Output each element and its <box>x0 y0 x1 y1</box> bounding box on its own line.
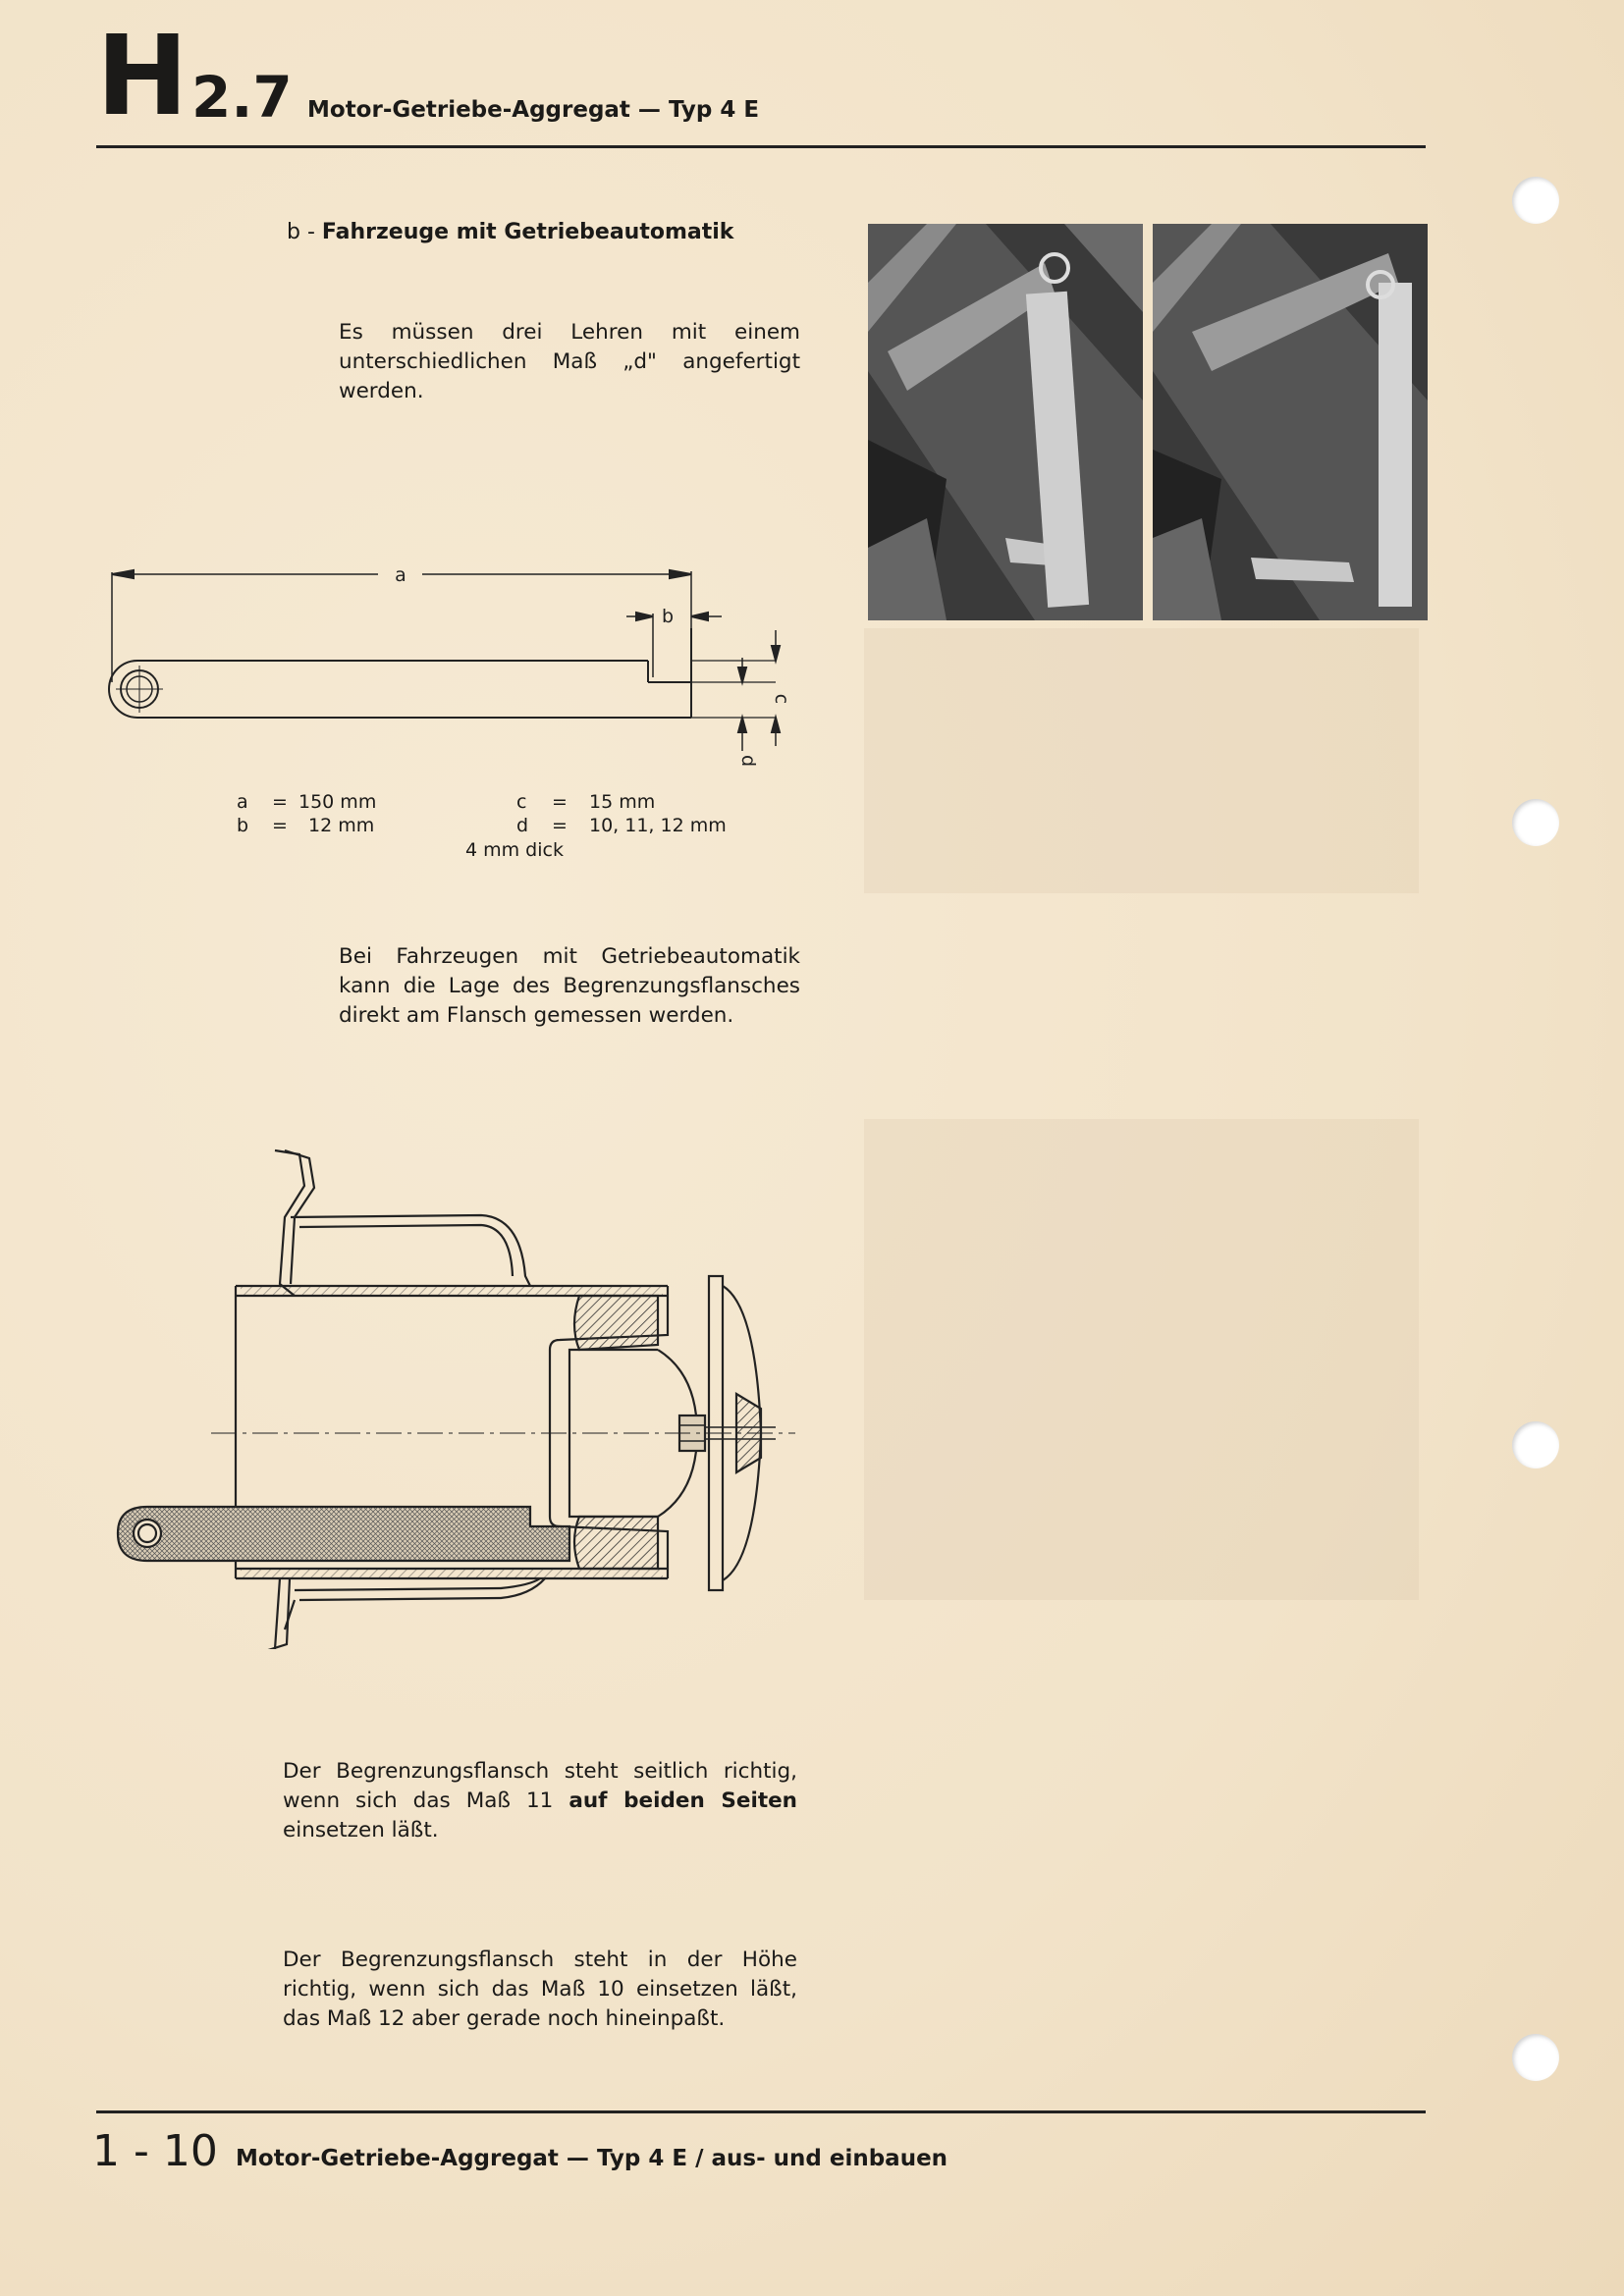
punch-hole <box>1512 799 1559 846</box>
page-number: 1 - 10 <box>92 2126 218 2176</box>
cross-section-drawing <box>108 1139 805 1649</box>
gauge-label-a: a <box>395 564 406 586</box>
page-stain <box>864 628 1419 893</box>
dim-c-eq: = <box>552 791 568 813</box>
photo-gauge-right <box>1153 224 1428 620</box>
lateral-text-start: Der Begrenzungsflansch steht seitlich richtig, wenn sich das Maß 11 <box>283 1759 797 1813</box>
section-number: 2.7 <box>191 64 293 131</box>
dim-c-label: c <box>516 791 527 813</box>
gauge-label-d: d <box>737 754 759 768</box>
punch-hole <box>1512 1421 1559 1468</box>
dim-thickness: 4 mm dick <box>465 839 564 861</box>
subheading-prefix: b - <box>287 220 315 244</box>
photo-gauge-left <box>868 224 1143 620</box>
punch-hole <box>1512 2034 1559 2081</box>
subheading <box>287 220 733 244</box>
dim-c-value: 15 mm <box>589 791 656 813</box>
subheading-title: Fahrzeuge mit Getriebeautomatik <box>321 220 734 244</box>
dim-d-value: 10, 11, 12 mm <box>589 815 727 836</box>
header-rule <box>96 145 1426 148</box>
height-paragraph: Der Begrenzungsflansch steht in der Höhe richtig, wenn sich das Maß 10 einsetzen läßt, das Maß 12 aber gerade noch hineinpaßt. <box>283 1948 797 2031</box>
dim-a-label: a <box>237 791 248 813</box>
punch-hole <box>1512 177 1559 224</box>
dim-d-label: d <box>516 815 529 836</box>
lateral-text-end: einsetzen läßt. <box>283 1818 439 1842</box>
dim-b-value: 12 mm <box>308 815 375 836</box>
page-title: Motor-Getriebe-Aggregat — Typ 4 E <box>307 97 760 123</box>
footer-rule <box>96 2110 1426 2113</box>
intro-paragraph: Es müssen drei Lehren mit einem unterschiedlichen Maß „d" angefertigt werden. <box>339 320 800 403</box>
gauge-label-c: c <box>771 693 792 705</box>
footer-title: Motor-Getriebe-Aggregat — Typ 4 E / aus- und einbauen <box>236 2146 948 2171</box>
dim-b-label: b <box>237 815 249 836</box>
dim-a-eq: = <box>272 791 288 813</box>
lateral-text-bold: auf beiden Seiten <box>568 1789 797 1813</box>
gauge-label-b: b <box>661 606 675 627</box>
measure-paragraph: Bei Fahrzeugen mit Getriebeautomatik kann die Lage des Begrenzungsflansches direkt am Flansch gemessen werden. <box>339 944 800 1028</box>
dim-a-value: 150 mm <box>298 791 377 813</box>
dim-d-eq: = <box>552 815 568 836</box>
gauge-drawing <box>98 550 805 785</box>
section-letter: H <box>96 13 187 140</box>
dim-b-eq: = <box>272 815 288 836</box>
lateral-paragraph <box>283 1757 797 1845</box>
page-stain <box>864 1119 1419 1600</box>
